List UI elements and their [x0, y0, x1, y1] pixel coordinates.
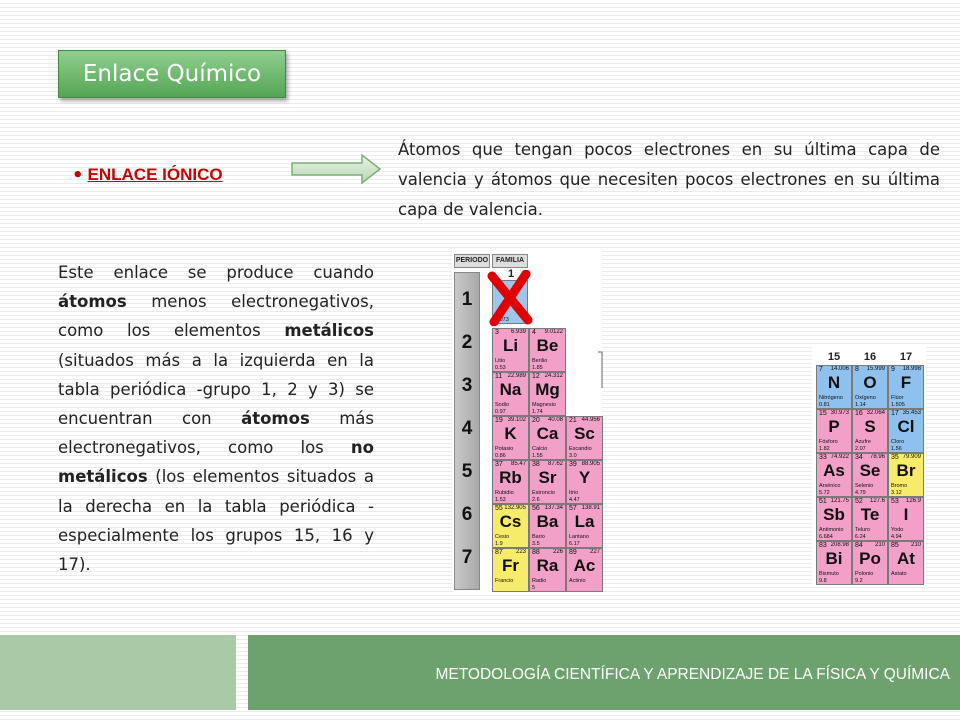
text-segment: menos electronegativos, como los elementos — [58, 292, 374, 341]
element-sym: Ra — [536, 556, 559, 575]
element-val: 1.55 — [532, 453, 543, 459]
group-label: 15 — [827, 351, 841, 363]
element-name: Astato — [891, 571, 907, 577]
element-cell-at — [888, 541, 924, 585]
element-mass: 121.75 — [830, 498, 849, 504]
bracket-line — [598, 350, 604, 390]
element-val: 1.53 — [495, 497, 506, 503]
element-cell-rb — [492, 460, 529, 504]
element-name: Litio — [495, 358, 506, 364]
element-name: Polonio — [855, 571, 874, 577]
element-mass: 15.999 — [866, 366, 885, 372]
element-mass: 137.34 — [544, 505, 563, 511]
bold-term: no metálicos — [58, 438, 374, 487]
element-mass: 30.973 — [830, 410, 849, 416]
element-sym: Bi — [825, 549, 843, 568]
element-num: 12 — [532, 373, 540, 380]
element-name: Actinio — [569, 578, 586, 584]
element-cell-na — [492, 372, 529, 416]
element-sym: O — [863, 373, 877, 392]
element-sym: P — [828, 417, 840, 436]
element-num: 87 — [495, 549, 503, 556]
element-sym: Li — [502, 336, 519, 355]
period-column — [454, 272, 480, 590]
element-val: 4.79 — [855, 490, 866, 496]
element-sym: Po — [859, 549, 881, 568]
element-num: 33 — [819, 454, 827, 461]
element-num: 3 — [495, 329, 499, 336]
element-sym: Sb — [823, 505, 845, 524]
element-num: 15 — [819, 410, 827, 417]
ionic-description: Átomos que tengan pocos electrones en su última capa de valencia y átomos que necesiten pocos electrones en su última capa de valencia. — [398, 140, 940, 219]
element-mass: 9.0122 — [544, 329, 563, 335]
element-mass: 87.62 — [547, 461, 563, 467]
element-mass: 138.91 — [581, 505, 600, 511]
element-val: 1.9 — [495, 541, 503, 547]
element-val: 0.97 — [495, 409, 506, 415]
element-cell-n — [816, 365, 852, 409]
period-number: 6 — [461, 504, 473, 525]
element-sym: Na — [499, 380, 522, 399]
element-cell-f — [888, 365, 924, 409]
element-cell-sb — [816, 497, 852, 541]
bold-term: átomos — [58, 292, 127, 312]
bullet-ionic — [72, 160, 223, 190]
element-num: 21 — [569, 417, 577, 424]
element-mass: 88.905 — [581, 461, 600, 467]
element-cell-s — [852, 409, 888, 453]
element-sym: Cs — [499, 512, 522, 531]
element-val: 1.74 — [532, 409, 543, 415]
element-cell-y — [566, 460, 603, 504]
element-cell-k — [492, 416, 529, 460]
element-num: 38 — [532, 461, 540, 468]
element-name: Magnesio — [532, 402, 556, 408]
element-val: 9.8 — [819, 578, 827, 584]
element-name: Estroncio — [532, 490, 555, 496]
element-name: Bario — [532, 534, 545, 540]
element-name: Oxígeno — [855, 395, 876, 401]
element-num: 19 — [495, 417, 503, 424]
element-val: 0.81 — [819, 402, 830, 408]
element-mass: 78.96 — [869, 454, 885, 460]
arrow-right-icon — [290, 153, 382, 185]
element-val: 6.24 — [855, 534, 866, 540]
element-val: 1.505 — [891, 402, 905, 408]
element-mass: 18.998 — [902, 366, 921, 372]
element-name: Cesio — [495, 534, 510, 540]
element-cell-te — [852, 497, 888, 541]
element-cell-po — [852, 541, 888, 585]
element-name: Nitrógeno — [819, 395, 843, 401]
element-sym: Br — [896, 461, 916, 480]
element-cell-o — [852, 365, 888, 409]
element-name: Radio — [532, 578, 547, 584]
element-cell-sc — [566, 416, 603, 460]
element-num: 55 — [495, 505, 503, 512]
element-sym: Se — [859, 461, 881, 480]
element-sym: K — [504, 424, 517, 443]
element-num: 8 — [855, 366, 859, 373]
period-number: 7 — [461, 547, 473, 568]
group-1-label: 1 — [507, 268, 515, 280]
element-name: Teluro — [855, 527, 870, 533]
element-num: 20 — [532, 417, 540, 424]
element-mass: 85.47 — [510, 461, 526, 467]
element-name: Flúor — [891, 395, 904, 401]
period-number: 3 — [461, 375, 473, 396]
element-num: 7 — [819, 366, 823, 373]
element-cell-ra — [529, 548, 566, 592]
element-num: 84 — [855, 542, 863, 549]
element-cell-se — [852, 453, 888, 497]
header-periodo: PERIODO — [454, 254, 490, 268]
element-mass: 227 — [589, 549, 600, 555]
element-num: 34 — [855, 454, 863, 461]
element-sym: Cl — [897, 417, 915, 436]
element-num: 39 — [569, 461, 577, 468]
element-cell-as — [816, 453, 852, 497]
element-num: 52 — [855, 498, 863, 505]
element-sym: Fr — [502, 556, 519, 575]
element-val: 6.684 — [819, 534, 833, 540]
element-name: Rubidio — [495, 490, 514, 496]
element-mass: 210 — [910, 542, 921, 548]
element-val: 4.47 — [569, 497, 580, 503]
element-mass: 44.956 — [581, 417, 600, 423]
element-sym: N — [827, 373, 841, 392]
element-num: 16 — [855, 410, 863, 417]
header-familia: FAMILIA — [492, 254, 528, 268]
element-name: Yodo — [891, 527, 904, 533]
text-segment: Este enlace se produce cuando — [58, 263, 374, 282]
footer-course-title: METODOLOGÍA CIENTÍFICA Y APRENDIZAJE DE LA FÍSICA Y QUÍMICA — [248, 635, 960, 710]
element-val: 1.82 — [819, 446, 830, 452]
element-num: 89 — [569, 549, 577, 556]
element-name: Fósforo — [819, 439, 838, 445]
element-sym: Ca — [536, 424, 559, 443]
element-sym: Ba — [536, 512, 559, 531]
element-num: 56 — [532, 505, 540, 512]
element-num: 83 — [819, 542, 827, 549]
element-name: Cloro — [891, 439, 905, 445]
element-num: 57 — [569, 505, 577, 512]
element-mass: 226 — [552, 549, 563, 555]
element-val: 3.0 — [569, 453, 577, 459]
element-sym: As — [823, 461, 845, 480]
element-sym: La — [574, 512, 595, 531]
element-num: 35 — [891, 454, 899, 461]
element-cell-cl — [888, 409, 924, 453]
element-cell-li — [492, 328, 529, 372]
element-cell-ba — [529, 504, 566, 548]
element-name: Arsénico — [819, 483, 841, 489]
element-cell-cs — [492, 504, 529, 548]
element-name: Selenio — [855, 483, 874, 489]
element-val: 2.07 — [855, 446, 866, 452]
element-name: Antimonio — [819, 527, 844, 533]
element-cell-la — [566, 504, 603, 548]
element-cell-ca — [529, 416, 566, 460]
bold-term: átomos — [241, 409, 310, 429]
element-name: Sodio — [495, 402, 510, 408]
bold-term: metálicos — [284, 321, 374, 341]
text-segment: (los elementos situados a la derecha en la tabla periódica -especialmente los grupos 15, 16 y 17). — [58, 467, 374, 575]
element-mass: 35.453 — [902, 410, 921, 416]
element-val: 1.14 — [855, 402, 866, 408]
element-num: 17 — [891, 410, 899, 417]
period-number: 2 — [461, 332, 473, 353]
element-num: 53 — [891, 498, 899, 505]
element-num: 85 — [891, 542, 899, 549]
element-cell-i — [888, 497, 924, 541]
element-name: Berilio — [532, 358, 548, 364]
element-name: Potasio — [495, 446, 514, 452]
element-cell-fr — [492, 548, 529, 592]
element-val: 5 — [532, 585, 536, 591]
element-mass: 132.905 — [504, 505, 526, 511]
element-sym: Y — [578, 468, 591, 487]
element-num: 37 — [495, 461, 503, 468]
slide-title: Enlace Químico — [58, 50, 286, 98]
element-sym: Ac — [573, 556, 596, 575]
element-sym: Sc — [574, 424, 595, 443]
element-name: Bismuto — [819, 571, 839, 577]
element-sym: At — [897, 549, 915, 568]
element-mass: 223 — [515, 549, 526, 555]
element-mass: 79.909 — [902, 454, 921, 460]
element-sym: Te — [860, 505, 880, 524]
element-mass: 24.312 — [544, 373, 563, 379]
element-num: 4 — [532, 329, 536, 336]
element-mass: 126.9 — [905, 498, 921, 504]
group-label: 16 — [863, 351, 877, 363]
element-num: 11 — [495, 373, 503, 380]
element-name: Bromo — [891, 483, 908, 489]
element-val: 2.6 — [532, 497, 540, 503]
element-cell-mg — [529, 372, 566, 416]
text-segment: (situados más a la izquierda en la tabla periódica -grupo 1, 2 y 3) se encuentran con — [58, 350, 374, 429]
text-segment: más electronegativos, como los — [58, 409, 374, 458]
element-num: 9 — [891, 366, 895, 373]
footer-left-block — [0, 635, 236, 710]
element-sym: Mg — [535, 380, 560, 399]
element-mass: 210 — [874, 542, 885, 548]
element-mass: 127.6 — [869, 498, 885, 504]
element-sym: Rb — [499, 468, 522, 487]
periodic-table-right — [812, 345, 926, 585]
element-num: 51 — [819, 498, 827, 505]
element-val: 0.53 — [495, 365, 506, 371]
element-cell-br — [888, 453, 924, 497]
red-cross-icon — [486, 270, 534, 326]
element-val: 4.94 — [891, 534, 902, 540]
group-label: 17 — [899, 351, 913, 363]
bullet-dot-icon: • — [72, 164, 84, 186]
element-cell-ac — [566, 548, 603, 592]
element-mass: 32.064 — [866, 410, 885, 416]
element-val: 1.85 — [532, 365, 543, 371]
element-mass: 6.939 — [510, 329, 526, 335]
period-number: 4 — [461, 418, 473, 439]
element-sym: Be — [536, 336, 559, 355]
element-val: 3.12 — [891, 490, 902, 496]
ionic-bond-link[interactable]: ENLACE IÓNICO — [87, 165, 223, 184]
element-val: 6.17 — [569, 541, 580, 547]
element-mass: 40.08 — [547, 417, 563, 423]
element-name: Itrio — [569, 490, 579, 496]
element-mass: 0.073 — [495, 317, 509, 323]
element-mass: 14.006 — [830, 366, 849, 372]
element-val: 9.2 — [855, 578, 863, 584]
element-mass: 74.922 — [830, 454, 849, 460]
element-val: 5.72 — [819, 490, 830, 496]
element-mass: 22.989 — [507, 373, 526, 379]
element-val: 0.86 — [495, 453, 506, 459]
element-sym: Sr — [538, 468, 557, 487]
element-mass: 39.102 — [507, 417, 526, 423]
element-sym: F — [900, 373, 912, 392]
element-name: Lantano — [569, 534, 589, 540]
element-cell-sr — [529, 460, 566, 504]
element-sym: S — [864, 417, 876, 436]
element-name: Escandio — [569, 446, 592, 452]
element-cell-be — [529, 328, 566, 372]
element-val: 1.56 — [891, 446, 902, 452]
element-name: Calcio — [532, 446, 548, 452]
element-sym: I — [903, 505, 909, 524]
element-cell-bi — [816, 541, 852, 585]
element-cell-p — [816, 409, 852, 453]
element-mass: 208.98 — [830, 542, 849, 548]
element-val: 3.5 — [532, 541, 540, 547]
ionic-explanation — [58, 258, 374, 579]
period-number: 1 — [461, 289, 473, 310]
element-name: Azufre — [855, 439, 871, 445]
period-number: 5 — [461, 461, 473, 482]
element-num: 88 — [532, 549, 540, 556]
element-name: Francio — [495, 578, 514, 584]
